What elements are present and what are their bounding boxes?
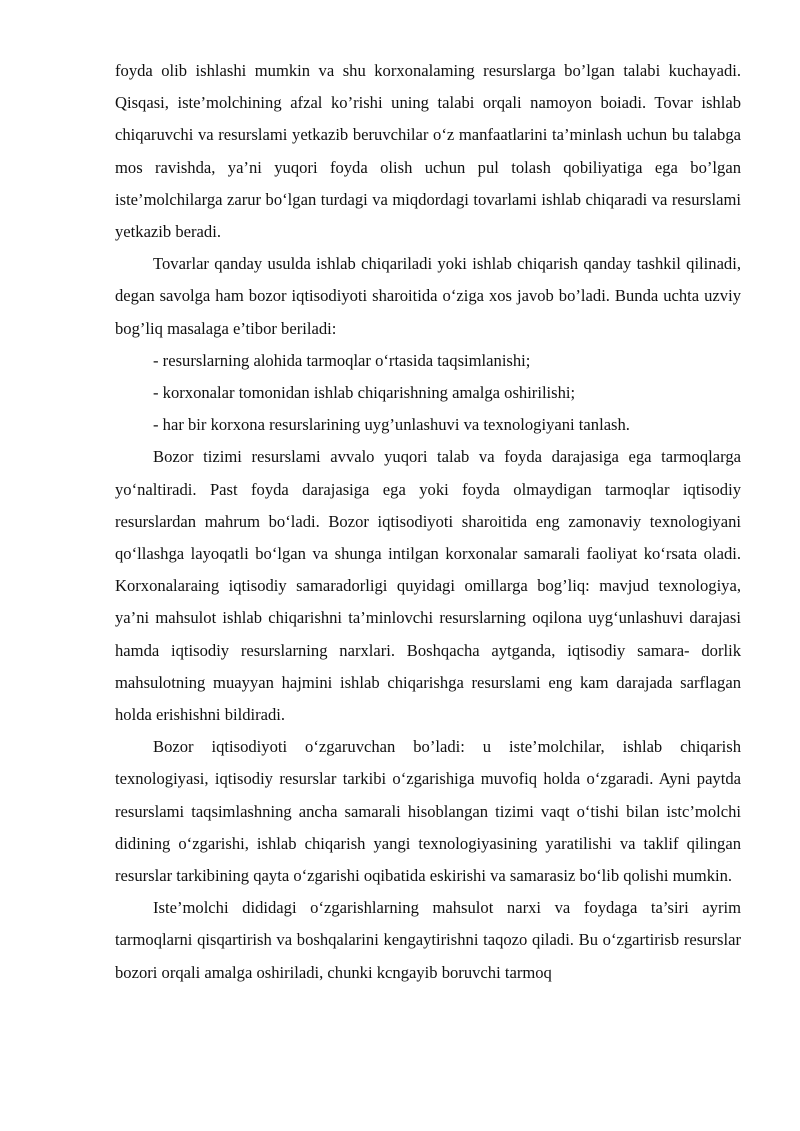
- paragraph: Bozor tizimi resurslami avvalo yuqori talab va foyda darajasiga ega tarmoqlarga yo‘naltiradi. Past foyda darajasiga ega yoki foyda olmaydigan tarmoqlar iqtisodiy resurslardan mahrum bo‘ladi. Bozor iqtisodiyoti sharoitida eng zamonaviy texnologiyani qo‘llashga layoqatli bo‘lgan va shunga intilgan korxonalar samarali faoliyat ko‘rsata oladi. Korxonalaraing iqtisodiy samaradorligi quyidagi omillarga bog’liq: mavjud texnologiya, ya’ni mahsulot ishlab chiqarishni ta’minlovchi resurslarning oqilona uyg‘unlashuvi darajasi hamda iqtisodiy resurslarning narxlari. Boshqacha aytganda, iqtisodiy samara- dorlik mahsulotning muayyan hajmini ishlab chiqarishga resurslami eng kam darajada sarflagan holda erishishni bildiradi.: [115, 447, 741, 725]
- list-item: - har bir korxona resurslarining uyg’unlashuvi va texnologiyani tanlash.: [153, 415, 630, 435]
- list-item: - korxonalar tomonidan ishlab chiqarishning amalga oshirilishi;: [153, 383, 576, 403]
- paragraph: Iste’molchi dididagi o‘zgarishlarning mahsulot narxi va foydaga ta’siri ayrim tarmoqlarni qisqartirish va boshqalarini kengaytirishni taqozo qiladi. Bu o‘zgartirisb resurslar bozori orqali amalga oshiriladi, chunki kcngayib boruvchi tarmoq: [115, 898, 741, 982]
- paragraph: Bozor iqtisodiyoti o‘zgaruvchan bo’ladi: u iste’molchilar, ishlab chiqarish texnologiyasi, iqtisodiy resurslar tarkibi o‘zgarishiga muvofiq holda o‘zgaradi. Ayni paytda resurslami taqsimlashning ancha samarali hisoblangan tizimi vaqt o‘tishi bilan istc’molchi didining o‘zgarishi, ishlab chiqarish yangi texnologiyasining yaratilishi va taklif qilingan resurslar tarkibining qayta o‘zgarishi oqibatida eskirishi va samarasiz bo‘lib qolishi mumkin.: [115, 737, 741, 886]
- list-item: - resurslarning alohida tarmoqlar o‘rtasida taqsimlanishi;: [153, 350, 531, 370]
- paragraph: Tovarlar qanday usulda ishlab chiqariladi yoki ishlab chiqarish qanday tashkil qilinadi, degan savolga ham bozor iqtisodiyoti sharoitida o‘ziga xos javob bo’ladi. Bunda uchta uzviy bog’liq masalaga e’tibor beriladi:: [115, 254, 741, 338]
- paragraph: foyda olib ishlashi mumkin va shu korxonalaming resurslarga bo’lgan talabi kuchayadi. Qisqasi, iste’molchining afzal ko’rishi uning talabi orqali namoyon boiadi. Tovar ishlab chiqaruvchi va resurslami yetkazib beruvchilar o‘z manfaatlarini ta’minlash uchun bu talabga mos ravishda, ya’ni yuqori foyda olish uchun pul tolash qobiliyatiga ega bo’lgan iste’molchilarga zarur bo‘lgan turdagi va miqdordagi tovarlami ishlab chiqaradi va resurslami yetkazib beradi.: [115, 61, 741, 242]
- document-page: [115, 55, 741, 989]
